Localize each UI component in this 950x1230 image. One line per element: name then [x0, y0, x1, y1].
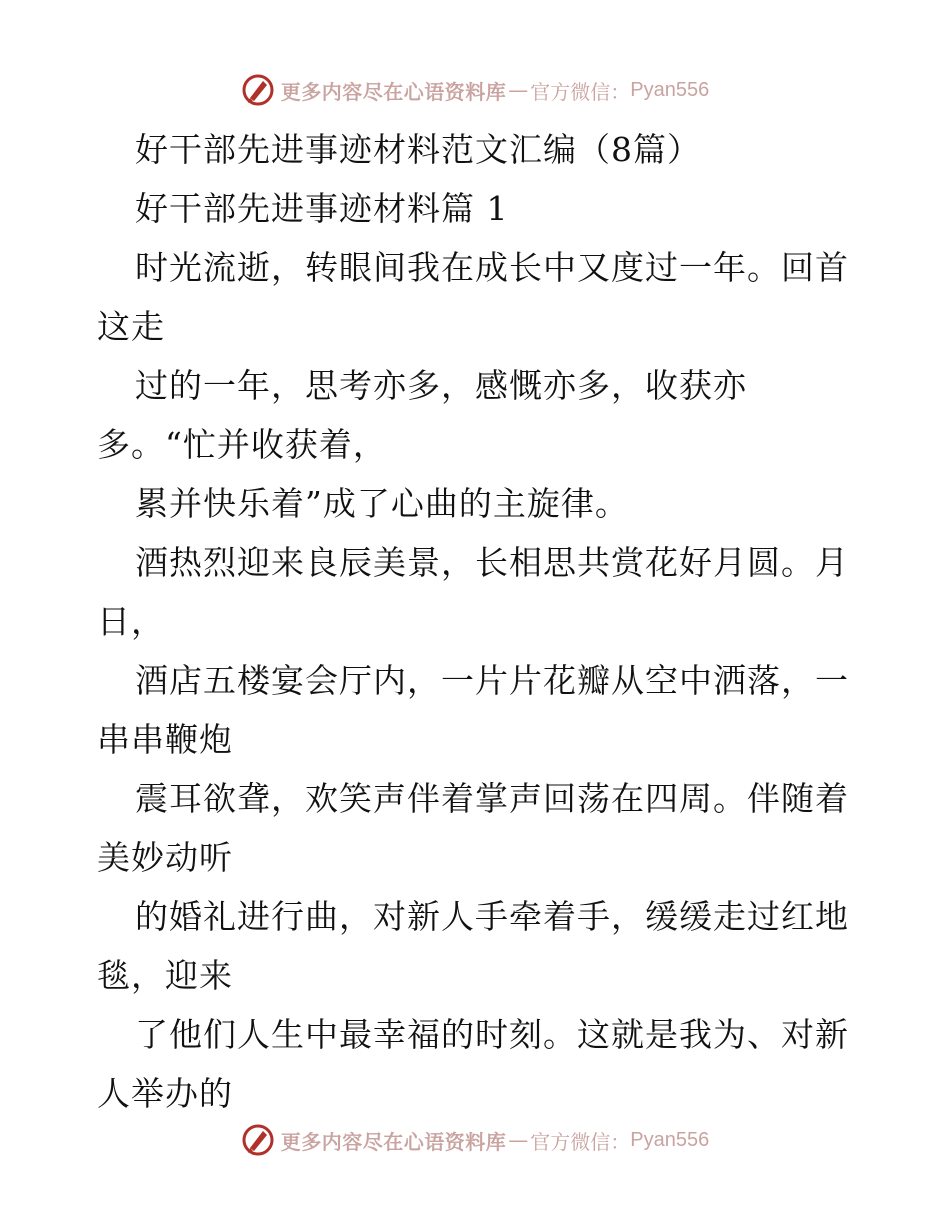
paragraph-line: 这走 [97, 307, 165, 346]
paragraph-line: 了他们人生中最幸福的时刻。这就是我为、对新 [135, 1015, 849, 1054]
paragraph-line: 累并快乐着”成了心曲的主旋律。 [135, 484, 629, 523]
banner-wechat-id: Pyan556 [630, 78, 710, 101]
banner-wechat-label: 官方微信： [530, 1129, 631, 1154]
paragraph-line: 的婚礼进行曲，对新人手牵着手，缓缓走过红地 [135, 897, 849, 936]
banner-dash: — [508, 78, 529, 102]
paragraph-line: 时光流逝，转眼间我在成长中又度过一年。回首 [135, 248, 849, 287]
paragraph-line: 美妙动听 [97, 838, 233, 877]
pen-logo-icon [241, 73, 275, 107]
paragraph-line: 日， [97, 602, 165, 641]
paragraph-line: 毯，迎来 [97, 956, 233, 995]
header-watermark-banner [0, 70, 950, 110]
banner-main-text: 更多内容尽在心语资料库 [280, 1129, 507, 1154]
pen-logo-icon [241, 1123, 275, 1157]
banner-wechat-id: Pyan556 [630, 1128, 710, 1151]
footer-watermark-banner [0, 1120, 950, 1160]
paragraph-line: 酒热烈迎来良辰美景，长相思共赏花好月圆。月 [135, 543, 849, 582]
document-subtitle: 好干部先进事迹材料篇 1 [135, 189, 509, 228]
banner-wechat-label: 官方微信： [530, 79, 631, 104]
paragraph-line: 过的一年，思考亦多，感慨亦多，收获亦 [135, 366, 747, 405]
banner-main-text: 更多内容尽在心语资料库 [280, 79, 507, 104]
banner-dash: — [508, 1128, 529, 1152]
document-title: 好干部先进事迹材料范文汇编（8篇） [135, 130, 701, 169]
paragraph-line: 人举办的 [97, 1074, 233, 1113]
paragraph-line: 酒店五楼宴会厅内，一片片花瓣从空中洒落，一 [135, 661, 849, 700]
document-body [97, 120, 857, 1123]
paragraph-line: 多。“忙并收获着， [97, 425, 387, 464]
paragraph-line: 串串鞭炮 [97, 720, 233, 759]
paragraph-line: 震耳欲聋，欢笑声伴着掌声回荡在四周。伴随着 [135, 779, 849, 818]
